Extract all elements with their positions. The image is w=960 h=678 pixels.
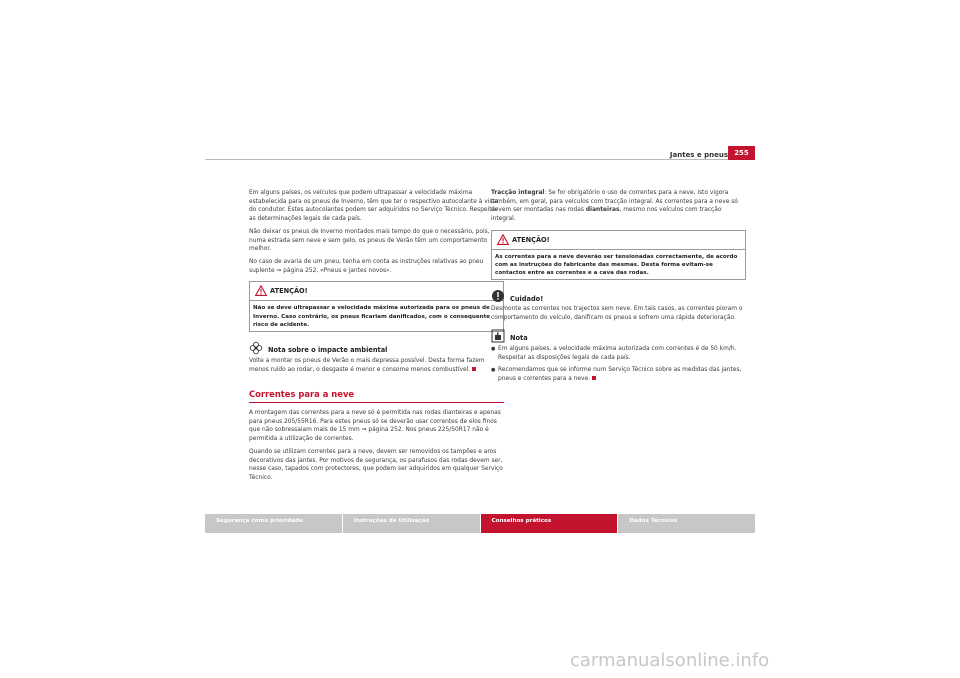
flower-environment-icon [249, 341, 263, 355]
caution-text: Desmonte as correntes nos trajectos sem neve. Em tais casos, as correntes pioram o comportamento do veículo, danificam os pneus e sofrem uma rápida deterioração. [491, 306, 743, 322]
footer-tab-conselhos[interactable]: Conselhos práticos [480, 514, 618, 533]
warning-box [491, 230, 746, 281]
paragraph: No caso de avaria de um pneu, tenha em conta as instruções relativas ao pneu suplente ⇒ página 252, «Pneus e jantes novos». [249, 258, 484, 274]
paragraph: Quando se utilizam correntes para a neve, devem ser removidos os tampões e aros decorativos das jantes. Por motivos de segurança, os parafusos das rodas devem ser, nesse caso, tapados com protectores, que podem ser adquiridos em qualquer Serviço Técnico. [249, 448, 503, 481]
warning-text: As correntes para a neve deverão ser tensionadas correctamente, de acordo com as instruções do fabricante das mesmas. Desta forma evitam-se contactos entre as correntes e a cava das rodas. [495, 253, 738, 277]
note-hand-icon [491, 329, 505, 343]
left-column [249, 189, 504, 487]
warning-triangle-icon [255, 285, 267, 296]
note-list-item: ● Recomendamos que se informe num Serviço Técnico sobre as medidas das jantes, pneus e correntes para a neve. [491, 366, 746, 383]
caution-header [491, 289, 746, 303]
warning-box [249, 281, 504, 332]
environment-note-header [249, 341, 504, 355]
end-square-icon [592, 376, 596, 380]
section-title: Correntes para a neve [249, 389, 355, 400]
header-title: Jantes e pneus [669, 151, 728, 159]
footer-tab-instrucoes[interactable]: Instruções de Utilização [342, 514, 480, 533]
header-rule [205, 159, 755, 160]
caution-title: Cuidado! [510, 294, 544, 303]
warning-header [250, 282, 503, 301]
exclamation-circle-icon [491, 289, 505, 303]
warning-title: ATENÇÃO! [270, 287, 308, 296]
right-column [491, 189, 746, 388]
warning-text: Não se deve ultrapassar a velocidade máxima autorizada para os pneus de Inverno. Caso contrário, os pneus ficariam danificados, com o consequente risco de acidente. [253, 305, 491, 328]
environment-note-title: Nota sobre o impacte ambiental [268, 346, 388, 355]
environment-note-text: Volte a montar os pneus de Verão o mais depressa possível. Desta forma fazem menos ruído ao rodar, o desgaste é menor e consome menos combustível. [249, 357, 485, 373]
traction-bold: dianteiras [585, 207, 620, 214]
note-list-item: ● Em alguns países, a velocidade máxima autorizada com correntes é de 50 km/h. Respeitar as disposições legais de cada país. [491, 345, 746, 362]
note-title: Nota [510, 334, 528, 343]
paragraph: A montagem das correntes para a neve só é permitida nas rodas dianteiras e apenas para pneus 205/55R16. Para estes pneus só se deverão usar correntes de elos finos que não sobressaiam mais de 15 mm ⇒ página 252. Nos pneus 225/50R17 não é permitida a utilização de correntes. [249, 410, 501, 443]
paragraph: Em alguns países, os veículos que podem ultrapassar a velocidade máxima estabelecida para os pneus de Inverno, têm que ter o respectivo autocolante à vista do condutor. Estes autocolantes podem ser adquiridos no Serviço Técnico. Respeitar as determinações legais de cada país. [249, 190, 499, 223]
footer-tab-dados[interactable]: Dados Técnicos [617, 514, 755, 533]
note-header [491, 329, 746, 343]
section-rule [249, 402, 504, 403]
page-number: 255 [728, 146, 755, 160]
traction-paragraph: Tracção integral: Se for obrigatório o uso de correntes para a neve, isto vigora também, em geral, para veículos com tracção integral. As correntes para a neve só devem ser montadas nas rodas dianteiras, mesmo nos veículos com tracção integral. [491, 190, 738, 223]
warning-triangle-icon [497, 234, 509, 245]
paragraph: Não deixar os pneus de Inverno montados mais tempo do que o necessário, pois, numa estrada sem neve e sem gelo, os pneus de Verão têm um comportamento melhor. [249, 228, 490, 253]
traction-label: Tracção integral [491, 190, 545, 196]
end-square-icon [472, 367, 476, 371]
warning-title: ATENÇÃO! [512, 235, 550, 244]
footer-tab-seguranca[interactable]: Segurança como prioridade [205, 514, 342, 533]
warning-header [492, 231, 745, 250]
footer-nav [205, 514, 755, 533]
watermark: carmanualsonline.info [570, 650, 770, 671]
